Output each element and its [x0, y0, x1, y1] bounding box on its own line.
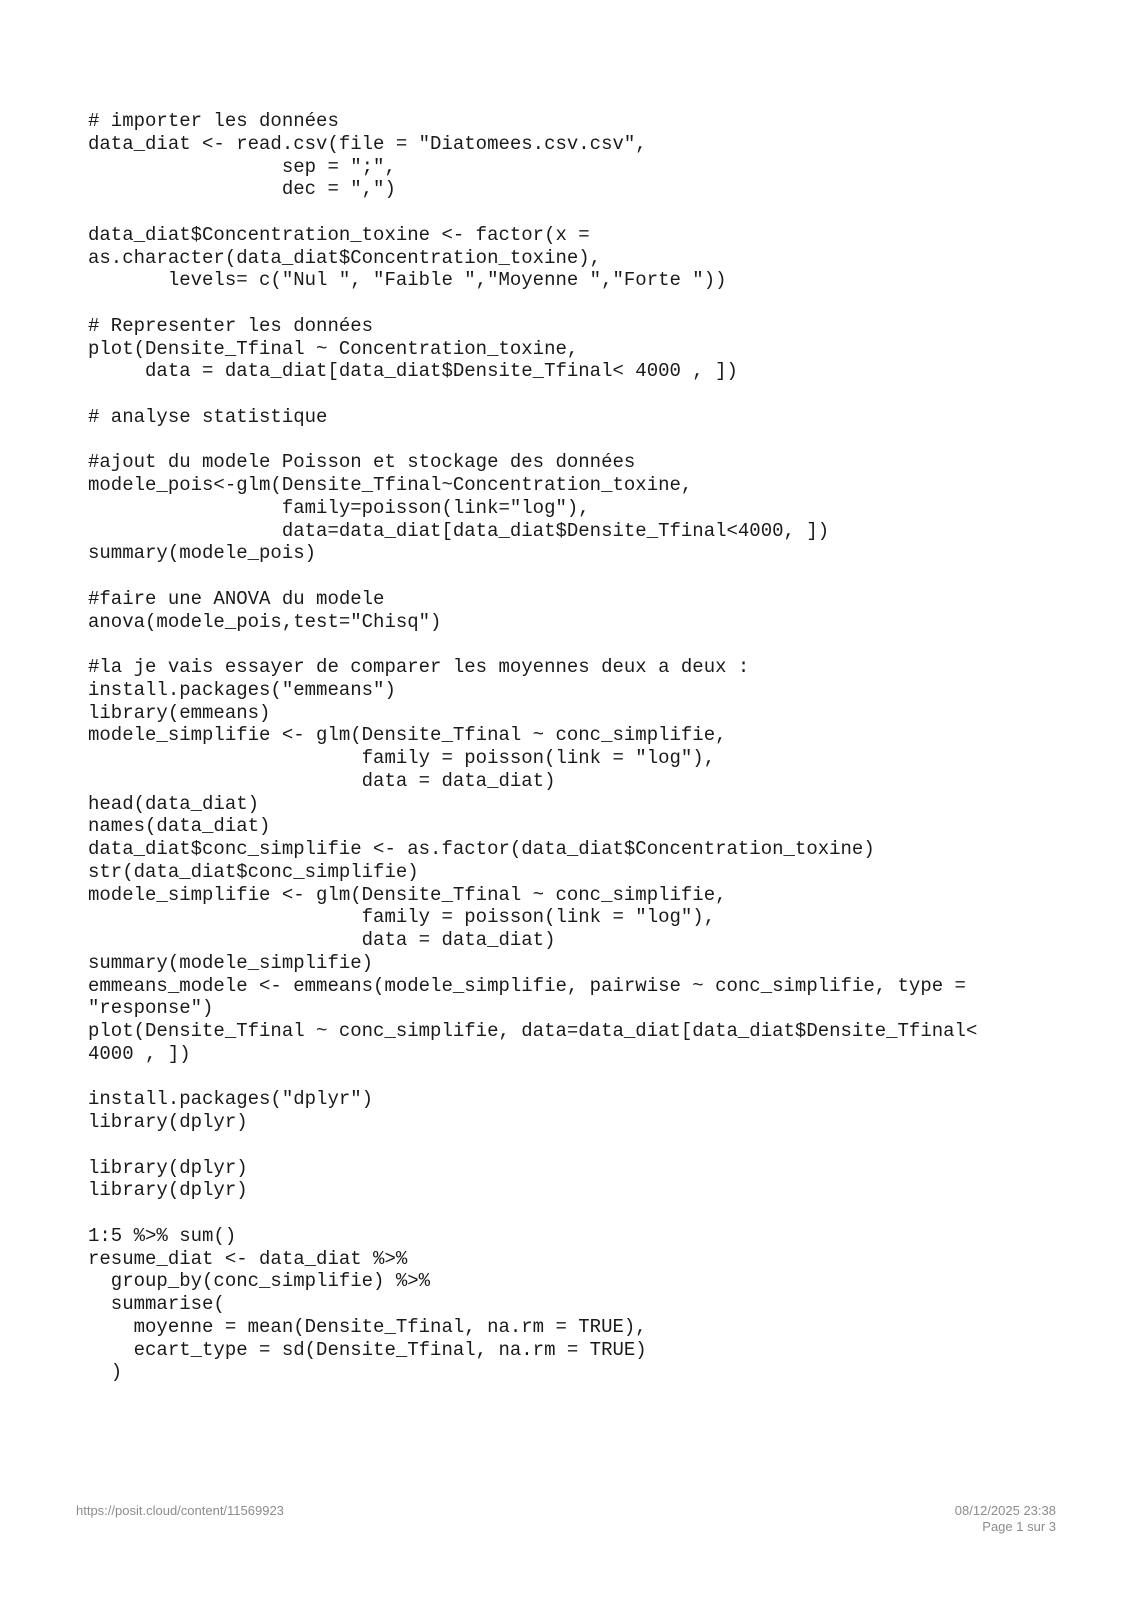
code-line: install.packages("emmeans")	[88, 678, 396, 701]
code-line: install.packages("dplyr")	[88, 1088, 374, 1111]
code-line: 4000 , ])	[88, 1042, 191, 1065]
code-line	[88, 633, 1088, 656]
code-line: 1:5 %>% sum()	[88, 1224, 237, 1247]
code-line: library(emmeans)	[88, 701, 271, 724]
code-line: data_diat <- read.csv(file = "Diatomees.csv.csv",	[88, 132, 647, 155]
code-line: emmeans_modele <- emmeans(modele_simplifie, pairwise ~ conc_simplifie, type =	[88, 974, 966, 997]
code-line: library(dplyr)	[88, 1179, 248, 1202]
code-line: resume_diat <- data_diat %>%	[88, 1247, 408, 1270]
code-line: library(dplyr)	[88, 1156, 248, 1179]
code-line: #faire une ANOVA du modele	[88, 587, 385, 610]
code-line: )	[88, 1361, 123, 1384]
code-line: ecart_type = sd(Densite_Tfinal, na.rm = TRUE)	[88, 1338, 647, 1361]
code-line: as.character(data_diat$Concentration_toxine),	[88, 246, 602, 269]
code-line: data = data_diat[data_diat$Densite_Tfinal< 4000 , ])	[88, 360, 738, 383]
code-line: summary(modele_pois)	[88, 542, 317, 565]
code-line: library(dplyr)	[88, 1111, 248, 1133]
code-line: data = data_diat)	[88, 929, 556, 951]
code-line: #la je vais essayer de comparer les moyennes deux a deux :	[88, 656, 750, 678]
code-line: sep = ";",	[88, 155, 396, 178]
code-line: head(data_diat)	[88, 792, 260, 815]
code-line	[88, 429, 1088, 452]
code-line: #ajout du modele Poisson et stockage des données	[88, 451, 636, 474]
code-line: family = poisson(link = "log"),	[88, 747, 716, 769]
code-line: modele_simplifie <- glm(Densite_Tfinal ~ conc_simplifie,	[88, 883, 727, 906]
code-line: summary(modele_simplifie)	[88, 951, 374, 974]
footer-url: https://posit.cloud/content/11569923	[76, 1503, 284, 1518]
code-listing	[88, 110, 1088, 1384]
code-line	[88, 383, 1088, 406]
code-line: data=data_diat[data_diat$Densite_Tfinal<4000, ])	[88, 519, 830, 542]
code-line: summarise(	[88, 1293, 225, 1315]
code-line: str(data_diat$conc_simplifie)	[88, 860, 419, 883]
footer-datetime: 08/12/2025 23:38	[954, 1503, 1056, 1518]
code-line: plot(Densite_Tfinal ~ conc_simplifie, data=data_diat[data_diat$Densite_Tfinal<	[88, 1020, 978, 1042]
code-line: # Representer les données	[88, 314, 374, 337]
code-line: anova(modele_pois,test="Chisq")	[88, 610, 442, 633]
code-line: moyenne = mean(Densite_Tfinal, na.rm = TRUE),	[88, 1315, 647, 1338]
code-line	[88, 201, 1088, 224]
code-line: # analyse statistique	[88, 405, 328, 428]
code-line: "response")	[88, 997, 214, 1020]
code-line: names(data_diat)	[88, 815, 271, 838]
code-line: data = data_diat)	[88, 769, 556, 792]
code-line	[88, 292, 1088, 315]
code-line	[88, 1066, 1088, 1089]
code-line	[88, 565, 1088, 588]
code-line: data_diat$conc_simplifie <- as.factor(data_diat$Concentration_toxine)	[88, 838, 875, 860]
code-line: levels= c("Nul ", "Faible ","Moyenne ","Forte "))	[88, 269, 727, 292]
code-line: modele_simplifie <- glm(Densite_Tfinal ~ conc_simplifie,	[88, 724, 727, 747]
code-line	[88, 1202, 1088, 1225]
code-line: family=poisson(link="log"),	[88, 496, 590, 519]
code-line: # importer les données	[88, 110, 339, 132]
code-line: dec = ",")	[88, 178, 396, 201]
code-line: plot(Densite_Tfinal ~ Concentration_toxine,	[88, 337, 579, 360]
code-line	[88, 1134, 1088, 1157]
footer-meta	[955, 1503, 1056, 1535]
code-line: family = poisson(link = "log"),	[88, 906, 716, 929]
code-line: modele_pois<-glm(Densite_Tfinal~Concentration_toxine,	[88, 474, 693, 496]
code-line: data_diat$Concentration_toxine <- factor(x =	[88, 223, 590, 246]
code-line: group_by(conc_simplifie) %>%	[88, 1270, 431, 1293]
footer-page-number: Page 1 sur 3	[982, 1519, 1056, 1534]
